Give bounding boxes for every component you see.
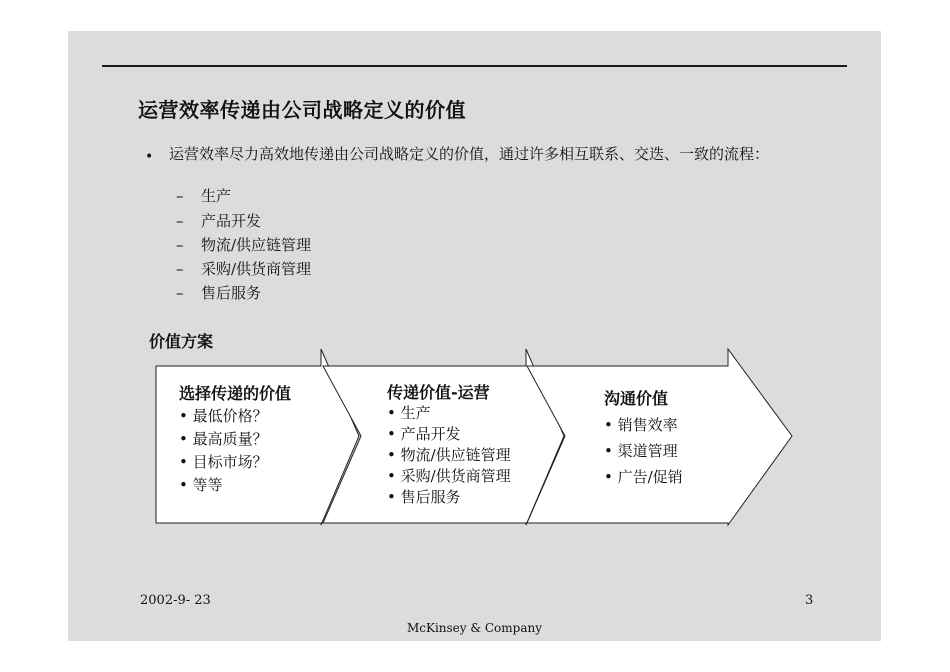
dash-marker: –: [176, 260, 184, 278]
choose-value-heading: 选择传递的价值: [179, 384, 292, 403]
bullet-marker: •: [145, 149, 154, 165]
choose-value-item: • 目标市场？: [179, 453, 268, 471]
communicate-value-heading: 沟通价值: [604, 389, 669, 408]
deliver-value-item: • 售后服务: [387, 488, 461, 506]
slide: [68, 31, 881, 641]
slide-title: 运营效率传递由公司战略定义的价值: [138, 98, 466, 122]
choose-value-item: • 等等: [179, 476, 223, 494]
dash-marker: –: [176, 187, 184, 205]
deliver-value-item: • 采购/供货商管理: [387, 467, 511, 485]
footer-date: 2002-9- 23: [140, 593, 211, 608]
communicate-value-item: • 渠道管理: [604, 442, 678, 460]
communicate-value-content: [604, 386, 683, 490]
page-number: 3: [805, 593, 814, 608]
dash-marker: –: [176, 212, 184, 230]
value-proposition-label: 价值方案: [149, 332, 214, 351]
deliver-value-item: • 产品开发: [387, 425, 461, 443]
sub-item-label: 生产: [201, 187, 232, 205]
deliver-value-item: • 生产: [387, 404, 431, 422]
deliver-value-item: • 物流/供应链管理: [387, 446, 511, 464]
company-name: McKinsey & Company: [406, 621, 543, 635]
deliver-value-content: [387, 382, 511, 508]
communicate-value-item: • 销售效率: [604, 416, 678, 434]
choose-value-item: • 最高质量？: [179, 430, 268, 448]
intro-text: 运营效率尽力高效地传递由公司战略定义的价值，通过许多相互联系、交迭、一致的流程：: [169, 145, 770, 163]
sub-item-label: 售后服务: [201, 284, 262, 302]
choose-value-item: • 最低价格？: [179, 407, 268, 425]
value-chain-arrows: [68, 31, 881, 641]
sub-item-label: 采购/供货商管理: [201, 260, 312, 278]
sub-item-label: 物流/供应链管理: [201, 236, 312, 254]
sub-item-label: 产品开发: [201, 212, 262, 230]
communicate-value-item: • 广告/促销: [604, 468, 683, 486]
deliver-value-heading: 传递价值-运营: [387, 383, 490, 402]
dash-marker: –: [176, 236, 184, 254]
dash-marker: –: [176, 284, 184, 302]
choose-value-content: [179, 382, 291, 497]
